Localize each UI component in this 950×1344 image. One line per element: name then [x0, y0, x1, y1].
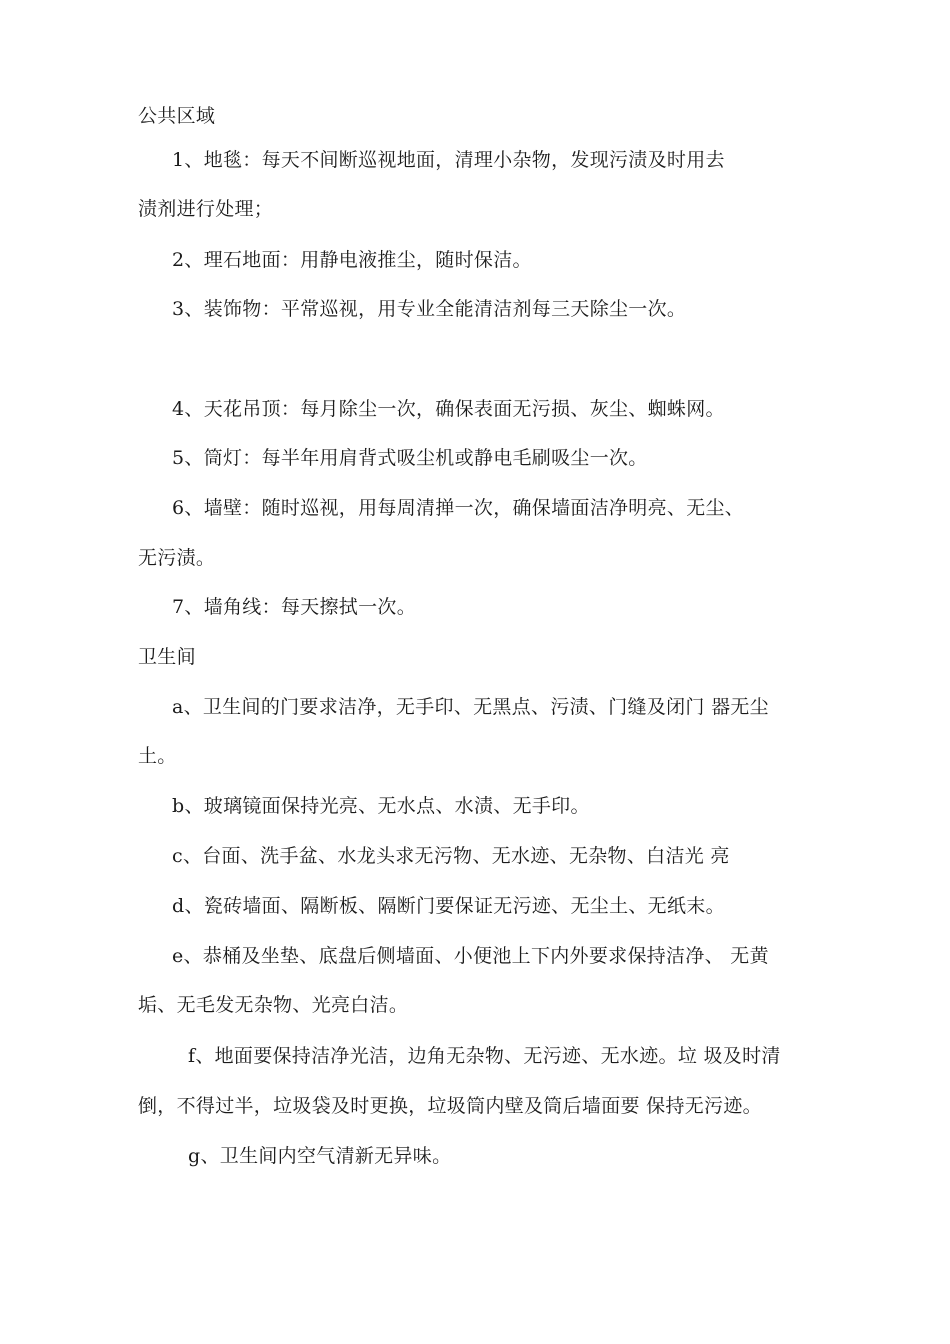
public-item-6-cont: 无污渍。 — [138, 547, 216, 569]
restroom-item-g: g、卫生间内空气清新无异味。 — [188, 1145, 452, 1167]
section-heading-public-area: 公共区域 — [138, 105, 216, 127]
restroom-item-d: d、瓷砖墙面、隔断板、隔断门要保证无污迹、无尘土、无纸末。 — [172, 895, 725, 917]
restroom-item-b: b、玻璃镜面保持光亮、无水点、水渍、无手印。 — [172, 795, 590, 817]
restroom-item-f-cont: 倒，不得过半，垃圾袋及时更换，垃圾筒内壁及筒后墙面要 保持无污迹。 — [138, 1095, 762, 1117]
restroom-item-e-cont: 垢、无毛发无杂物、光亮白洁。 — [138, 994, 409, 1016]
restroom-item-f: f、地面要保持洁净光洁，边角无杂物、无污迹、无水迹。垃 圾及时清 — [188, 1045, 781, 1067]
restroom-item-a-cont: 土。 — [138, 745, 177, 767]
public-item-3: 3、装饰物：平常巡视，用专业全能清洁剂每三天除尘一次。 — [172, 298, 687, 320]
restroom-item-c: c、台面、洗手盆、水龙头求无污物、无水迹、无杂物、白洁光 亮 — [172, 845, 730, 867]
restroom-item-e: e、恭桶及坐垫、底盘后侧墙面、小便池上下内外要求保持洁净、 无黄 — [172, 945, 769, 967]
public-item-5: 5、筒灯：每半年用肩背式吸尘机或静电毛刷吸尘一次。 — [172, 447, 648, 469]
public-item-2: 2、理石地面：用静电液推尘，随时保洁。 — [172, 249, 532, 271]
public-item-6: 6、墙壁：随时巡视，用每周清掸一次，确保墙面洁净明亮、无尘、 — [172, 497, 745, 519]
public-item-4: 4、天花吊顶：每月除尘一次，确保表面无污损、灰尘、蜘蛛网。 — [172, 398, 725, 420]
public-item-7: 7、墙角线：每天擦拭一次。 — [172, 596, 416, 618]
section-heading-restroom: 卫生间 — [138, 646, 196, 668]
restroom-item-a: a、卫生间的门要求洁净，无手印、无黑点、污渍、门缝及闭门 器无尘 — [172, 696, 769, 718]
public-item-1: 1、地毯：每天不间断巡视地面，清理小杂物，发现污渍及时用去 — [172, 149, 725, 171]
public-item-1-cont: 渍剂进行处理； — [138, 198, 274, 220]
